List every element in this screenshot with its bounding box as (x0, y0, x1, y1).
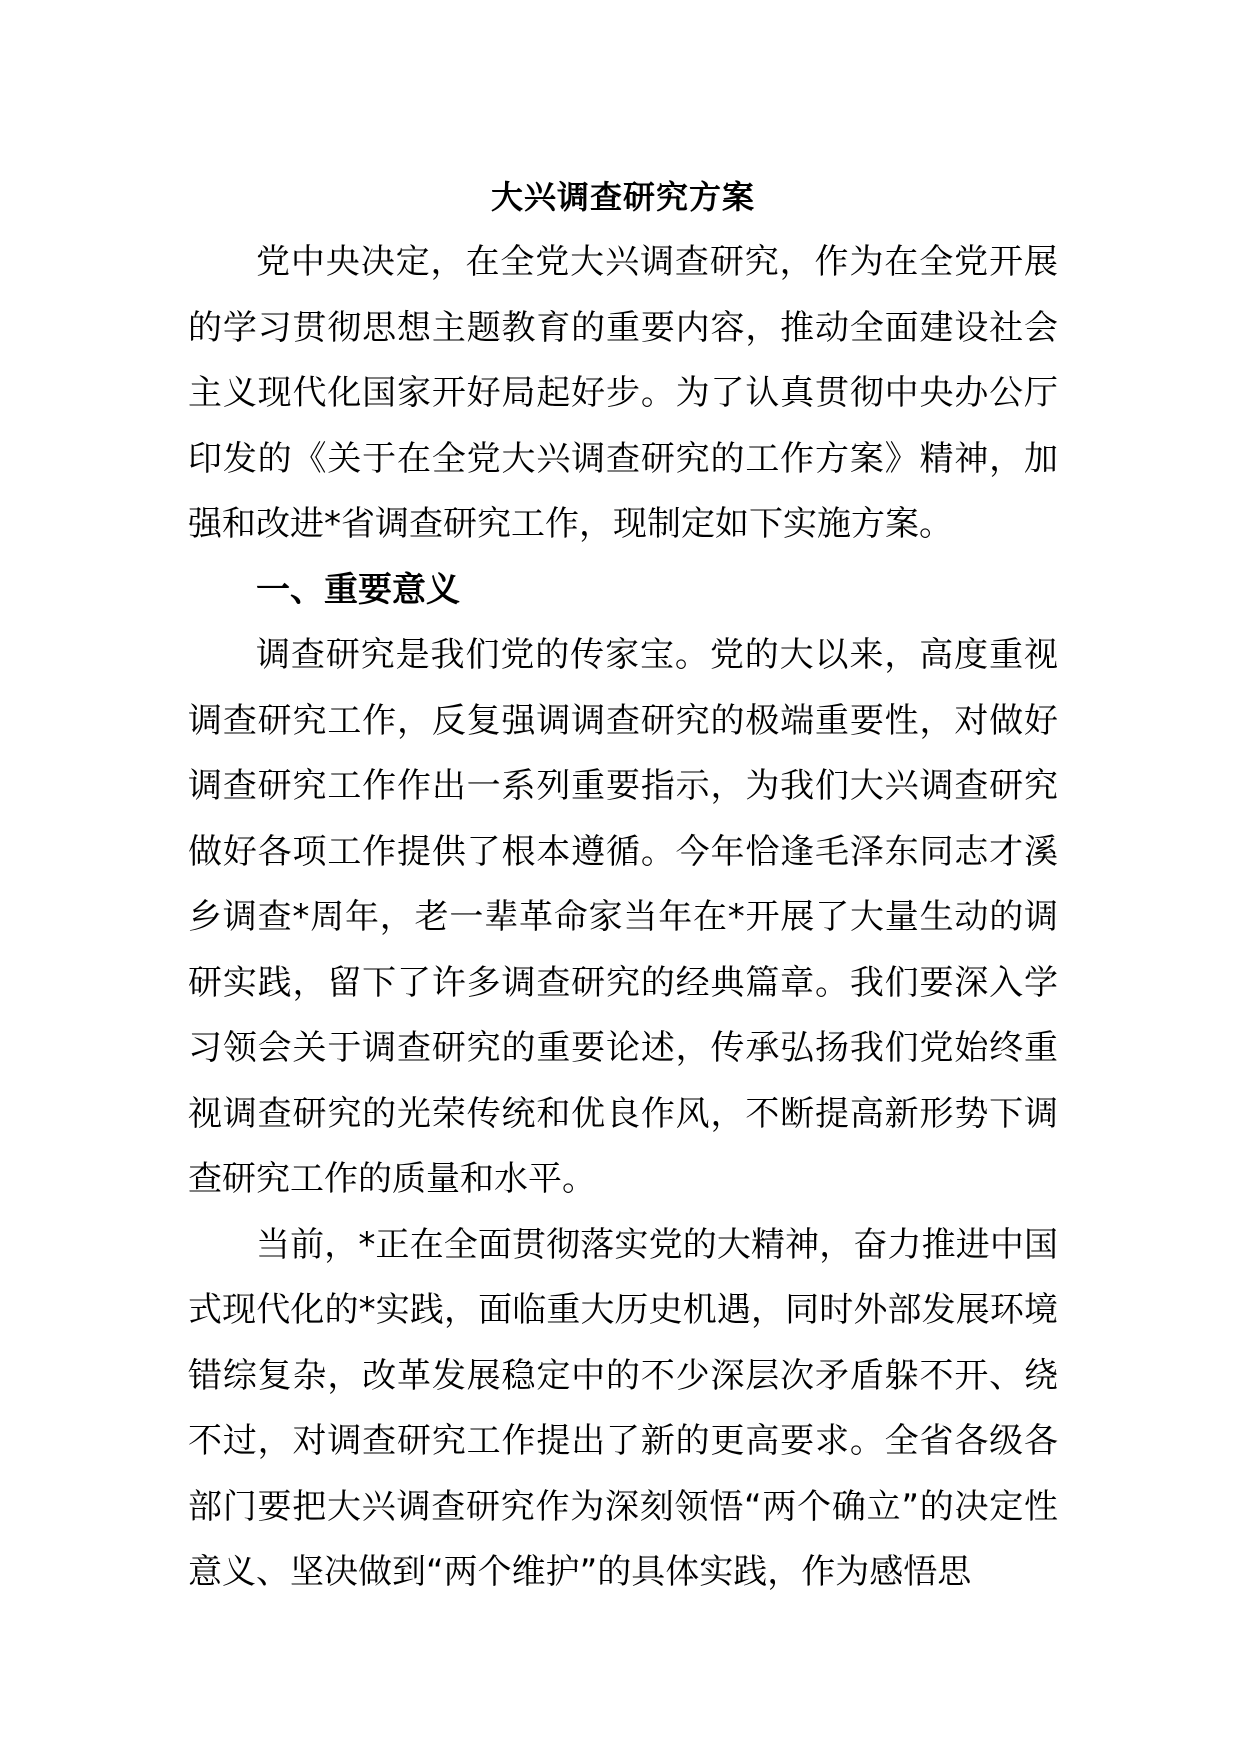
intro-paragraph: 党中央决定，在全党大兴调查研究，作为在全党开展的学习贯彻思想主题教育的重要内容，推动全面建设社会主义现代化国家开好局起好步。为了认真贯彻中央办公厅印发的《关于在全党大兴调查研究的工作方案》精神，加强和改进*省调查研究工作，现制定如下实施方案。 (188, 242, 1058, 544)
section-paragraph-1: 调查研究是我们党的传家宝。党的大以来，高度重视调查研究工作，反复强调调查研究的极端重要性，对做好调查研究工作作出一系列重要指示，为我们大兴调查研究做好各项工作提供了根本遵循。今年恰逢毛泽东同志才溪乡调查*周年，老一辈革命家当年在*开展了大量生动的调研实践，留下了许多调查研究的经典篇章。我们要深入学习领会关于调查研究的重要论述，传承弘扬我们党始终重视调查研究的光荣传统和优良作风，不断提高新形势下调查研究工作的质量和水平。 (188, 635, 1058, 1199)
document-title: 大兴调查研究方案 (490, 178, 755, 216)
section-paragraph-2: 当前，*正在全面贯彻落实党的大精神，奋力推进中国式现代化的*实践，面临重大历史机遇，同时外部发展环境错综复杂，改革发展稳定中的不少深层次矛盾躲不开、绕不过，对调查研究工作提出了新的更高要求。全省各级各部门要把大兴调查研究作为深刻领悟“两个确立”的决定性意义、坚决做到“两个维护”的具体实践，作为感悟思 (188, 1224, 1058, 1592)
document-page (188, 172, 1058, 1606)
section-heading: 一、重要意义 (256, 569, 460, 610)
